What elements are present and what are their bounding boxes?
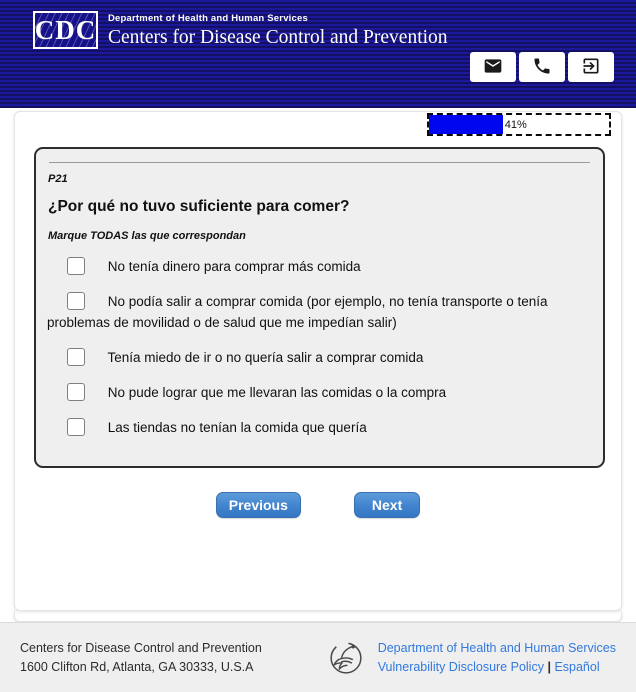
header-button-group xyxy=(470,52,614,82)
header-org-line: Centers for Disease Control and Prevention xyxy=(108,27,448,48)
panel-divider xyxy=(49,162,590,163)
vulnerability-policy-link[interactable]: Vulnerability Disclosure Policy xyxy=(377,659,544,674)
option-label-2: No podía salir a comprar comida (por ejemplo, no tenía transporte o tenía problemas de movilidad o de salud que me impedían salir) xyxy=(47,294,548,330)
email-button[interactable] xyxy=(470,52,516,82)
option-checkbox-5[interactable] xyxy=(67,418,85,436)
option-label-3: Tenía miedo de ir o no quería salir a comprar comida xyxy=(107,350,424,365)
exit-icon xyxy=(581,56,601,79)
question-instruction: Marque TODAS las que correspondan xyxy=(48,230,246,242)
question-title: ¿Por qué no tuvo suficiente para comer? xyxy=(48,198,350,215)
phone-icon xyxy=(532,56,552,79)
hhs-logo-icon xyxy=(328,640,364,676)
option-checkbox-1[interactable] xyxy=(67,257,85,275)
option-label-4: No pude lograr que me llevaran las comidas o la compra xyxy=(107,385,447,400)
footer-links-block xyxy=(328,639,616,677)
option-row-5[interactable] xyxy=(47,417,592,438)
phone-button[interactable] xyxy=(519,52,565,82)
progress-percent-label: 41% xyxy=(504,118,527,131)
option-row-1[interactable] xyxy=(47,256,592,277)
email-icon xyxy=(483,56,503,79)
hhs-link[interactable]: Department of Health and Human Services xyxy=(377,640,616,655)
link-separator: | xyxy=(547,659,551,674)
progress-bar xyxy=(427,113,611,136)
site-header xyxy=(0,0,636,108)
cdc-logo xyxy=(33,11,98,49)
exit-button[interactable] xyxy=(568,52,614,82)
option-label-5: Las tiendas no tenían la comida que quería xyxy=(107,420,367,435)
option-row-3[interactable] xyxy=(47,347,592,368)
option-row-2[interactable] xyxy=(47,291,592,333)
site-footer xyxy=(0,622,636,692)
footer-address-block xyxy=(20,639,262,677)
progress-row xyxy=(15,112,621,136)
cdc-logo-text: CDC xyxy=(34,14,97,45)
header-text-block xyxy=(108,13,448,49)
survey-page-card xyxy=(14,111,622,611)
next-button[interactable]: Next xyxy=(354,492,420,518)
card-bottom-strip xyxy=(14,611,622,622)
nav-button-row xyxy=(15,492,621,518)
option-checkbox-2[interactable] xyxy=(67,292,85,310)
option-row-4[interactable] xyxy=(47,382,592,403)
option-checkbox-4[interactable] xyxy=(67,383,85,401)
question-panel xyxy=(34,147,605,468)
footer-link-list xyxy=(378,639,616,677)
option-checkbox-3[interactable] xyxy=(67,348,85,366)
question-id: P21 xyxy=(48,173,68,185)
progress-bar-fill xyxy=(429,115,503,134)
espanol-link[interactable]: Español xyxy=(554,659,600,674)
header-dept-line: Department of Health and Human Services xyxy=(108,13,308,24)
footer-address: 1600 Clifton Rd, Atlanta, GA 30333, U.S.A xyxy=(20,659,254,674)
option-label-1: No tenía dinero para comprar más comida xyxy=(107,259,361,274)
previous-button[interactable]: Previous xyxy=(216,492,301,518)
footer-org: Centers for Disease Control and Prevention xyxy=(20,640,262,655)
